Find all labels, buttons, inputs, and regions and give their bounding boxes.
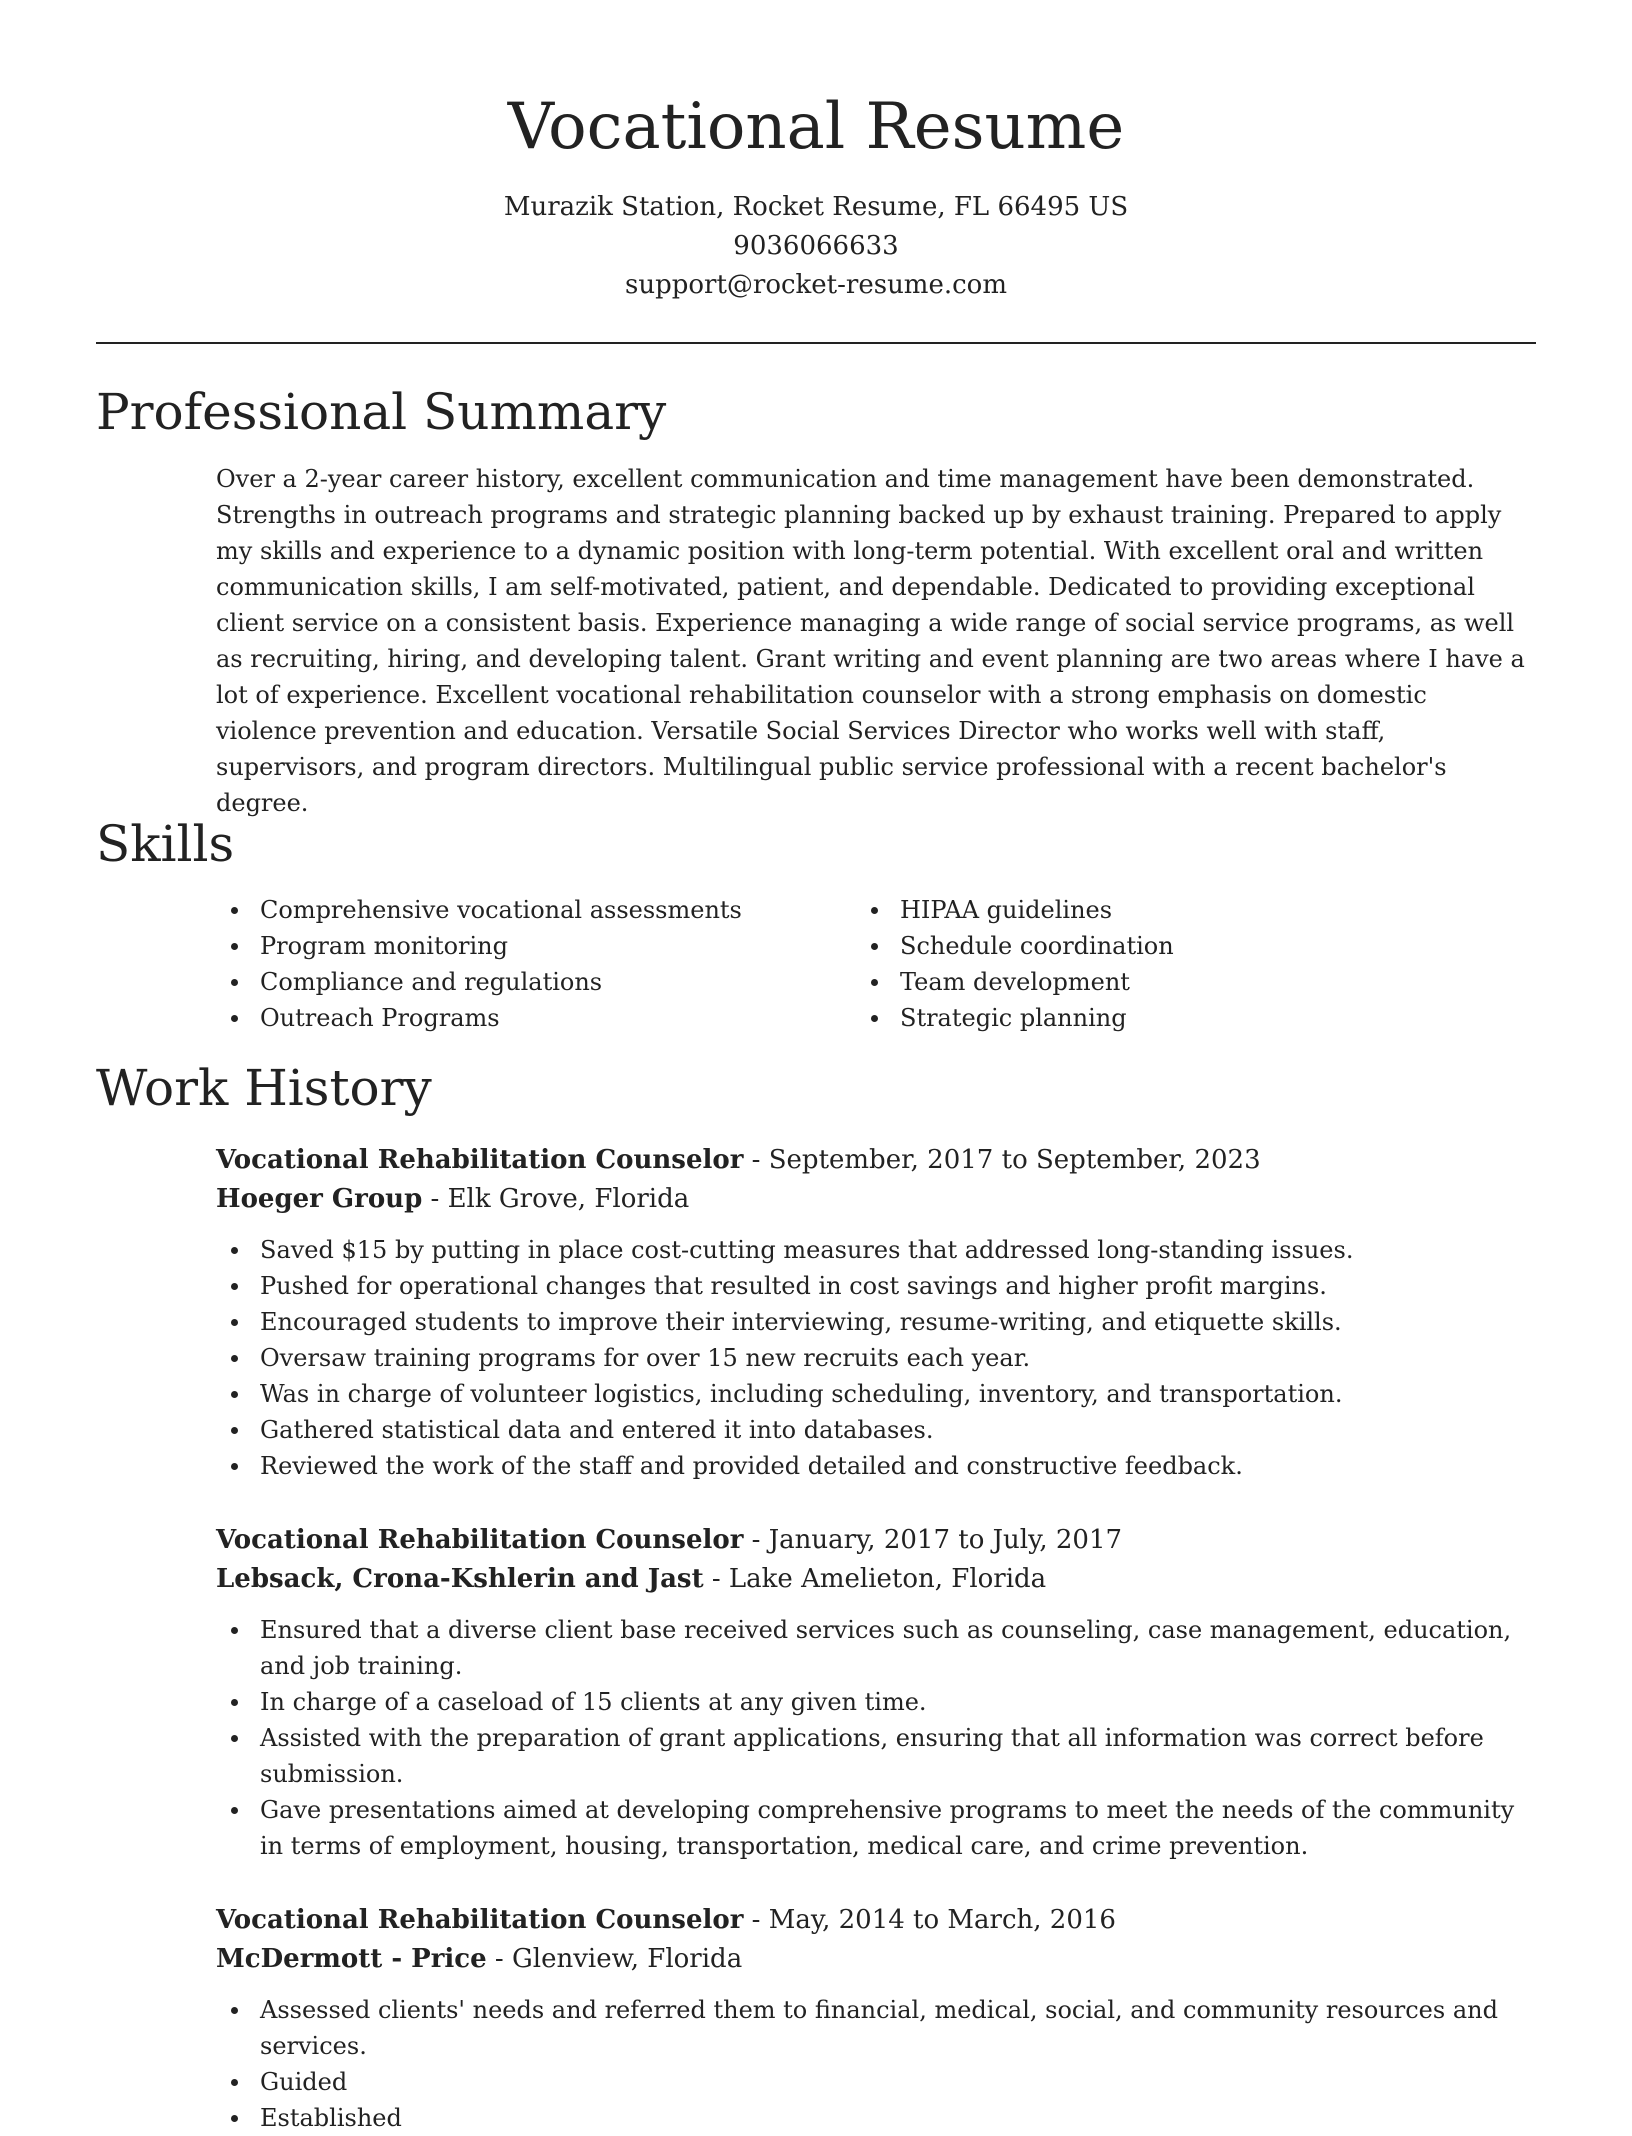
job-duties — [216, 1612, 1532, 1864]
duty-item: Gave presentations aimed at developing comprehensive programs to meet the needs of the community in terms of employment, housing, transportation, medical care, and crime prevention. — [216, 1792, 1532, 1864]
job-company-line — [216, 1560, 1532, 1598]
job-dates: - January, 2017 to July, 2017 — [743, 1525, 1123, 1555]
duty-item: Established — [216, 2100, 1532, 2136]
skill-item: Comprehensive vocational assessments — [216, 892, 856, 928]
duty-item: Reviewed the work of the staff and provided detailed and constructive feedback. — [216, 1448, 1532, 1484]
summary-text: Over a 2-year career history, excellent communication and time management have been demonstrated. Strengths in outreach programs and strategic planning backed up by exhaust training. Prepared to apply my skills and experience to a dynamic position with long-term potential. With excellent oral and written communication skills, I am self-motivated, patient, and dependable. Dedicated to providing exceptional client service on a consistent basis. Experience managing a wide range of social service programs, as well as recruiting, hiring, and developing talent. Grant writing and event planning are two areas where I have a lot of experience. Excellent vocational rehabilitation counselor with a strong emphasis on domestic violence prevention and education. Versatile Social Services Director who works well with staff, supervisors, and program directors. Multilingual public service professional with a recent bachelor's degree. — [216, 465, 1525, 817]
work-history-heading: Work History — [96, 1059, 432, 1117]
skill-item: Outreach Programs — [216, 1000, 856, 1036]
skills-column-right — [856, 892, 1496, 1036]
job-location: - Lake Amelieton, Florida — [703, 1564, 1047, 1594]
duty-item: Saved $15 by putting in place cost-cutting measures that addressed long-standing issues. — [216, 1232, 1532, 1268]
job-role: Vocational Rehabilitation Counselor — [216, 1145, 744, 1175]
skills-list — [216, 892, 1496, 1036]
job-title-line — [216, 1520, 1532, 1560]
summary-heading: Professional Summary — [96, 383, 667, 441]
job-title-line — [216, 1140, 1532, 1180]
duty-item: Gathered statistical data and entered it into databases. — [216, 1412, 1532, 1448]
duty-item: Encouraged students to improve their interviewing, resume-writing, and etiquette skills. — [216, 1304, 1532, 1340]
skill-item: Compliance and regulations — [216, 964, 856, 1000]
job-company: McDermott - Price — [216, 1944, 487, 1974]
duty-item: Guided — [216, 2064, 1532, 2100]
job-company: Hoeger Group — [216, 1184, 423, 1214]
job-duties — [216, 1232, 1532, 1484]
duty-item: Pushed for operational changes that resulted in cost savings and higher profit margins. — [216, 1268, 1532, 1304]
duty-item: Ensured that a diverse client base received services such as counseling, case management, education, and job training. — [216, 1612, 1532, 1684]
skill-item: Schedule coordination — [856, 928, 1496, 964]
contact-address: Murazik Station, Rocket Resume, FL 66495 US — [503, 192, 1129, 222]
job-company-line — [216, 1940, 1532, 1978]
duty-item: In charge of a caseload of 15 clients at any given time. — [216, 1684, 1532, 1720]
job-entry — [216, 1140, 1532, 1484]
skill-item: Team development — [856, 964, 1496, 1000]
job-location: - Glenview, Florida — [486, 1944, 743, 1974]
job-duties — [216, 1992, 1532, 2136]
contact-block — [96, 188, 1536, 305]
skill-item: Strategic planning — [856, 1000, 1496, 1036]
duty-item: Assisted with the preparation of grant applications, ensuring that all information was correct before submission. — [216, 1720, 1532, 1792]
contact-phone: 9036066633 — [733, 231, 899, 261]
duty-item: Assessed clients' needs and referred them to financial, medical, social, and community resources and services. — [216, 1992, 1532, 2064]
skill-item: Program monitoring — [216, 928, 856, 964]
duty-item: Oversaw training programs for over 15 new recruits each year. — [216, 1340, 1532, 1376]
job-company-line — [216, 1180, 1532, 1218]
skills-column-left — [216, 892, 856, 1036]
job-company: Lebsack, Crona-Kshlerin and Jast — [216, 1564, 704, 1594]
job-dates: - May, 2014 to March, 2016 — [743, 1905, 1116, 1935]
header-divider — [96, 342, 1536, 344]
job-dates: - September, 2017 to September, 2023 — [743, 1145, 1261, 1175]
duty-item: Was in charge of volunteer logistics, including scheduling, inventory, and transportation. — [216, 1376, 1532, 1412]
job-entry — [216, 1900, 1532, 2136]
job-entry — [216, 1520, 1532, 1864]
skill-item: HIPAA guidelines — [856, 892, 1496, 928]
job-role: Vocational Rehabilitation Counselor — [216, 1905, 744, 1935]
skills-heading: Skills — [96, 815, 235, 873]
resume-header — [96, 82, 1536, 305]
job-title-line — [216, 1900, 1532, 1940]
job-role: Vocational Rehabilitation Counselor — [216, 1525, 744, 1555]
job-location: - Elk Grove, Florida — [422, 1184, 690, 1214]
contact-email: support@rocket-resume.com — [624, 270, 1007, 300]
resume-title: Vocational Resume — [507, 90, 1125, 164]
